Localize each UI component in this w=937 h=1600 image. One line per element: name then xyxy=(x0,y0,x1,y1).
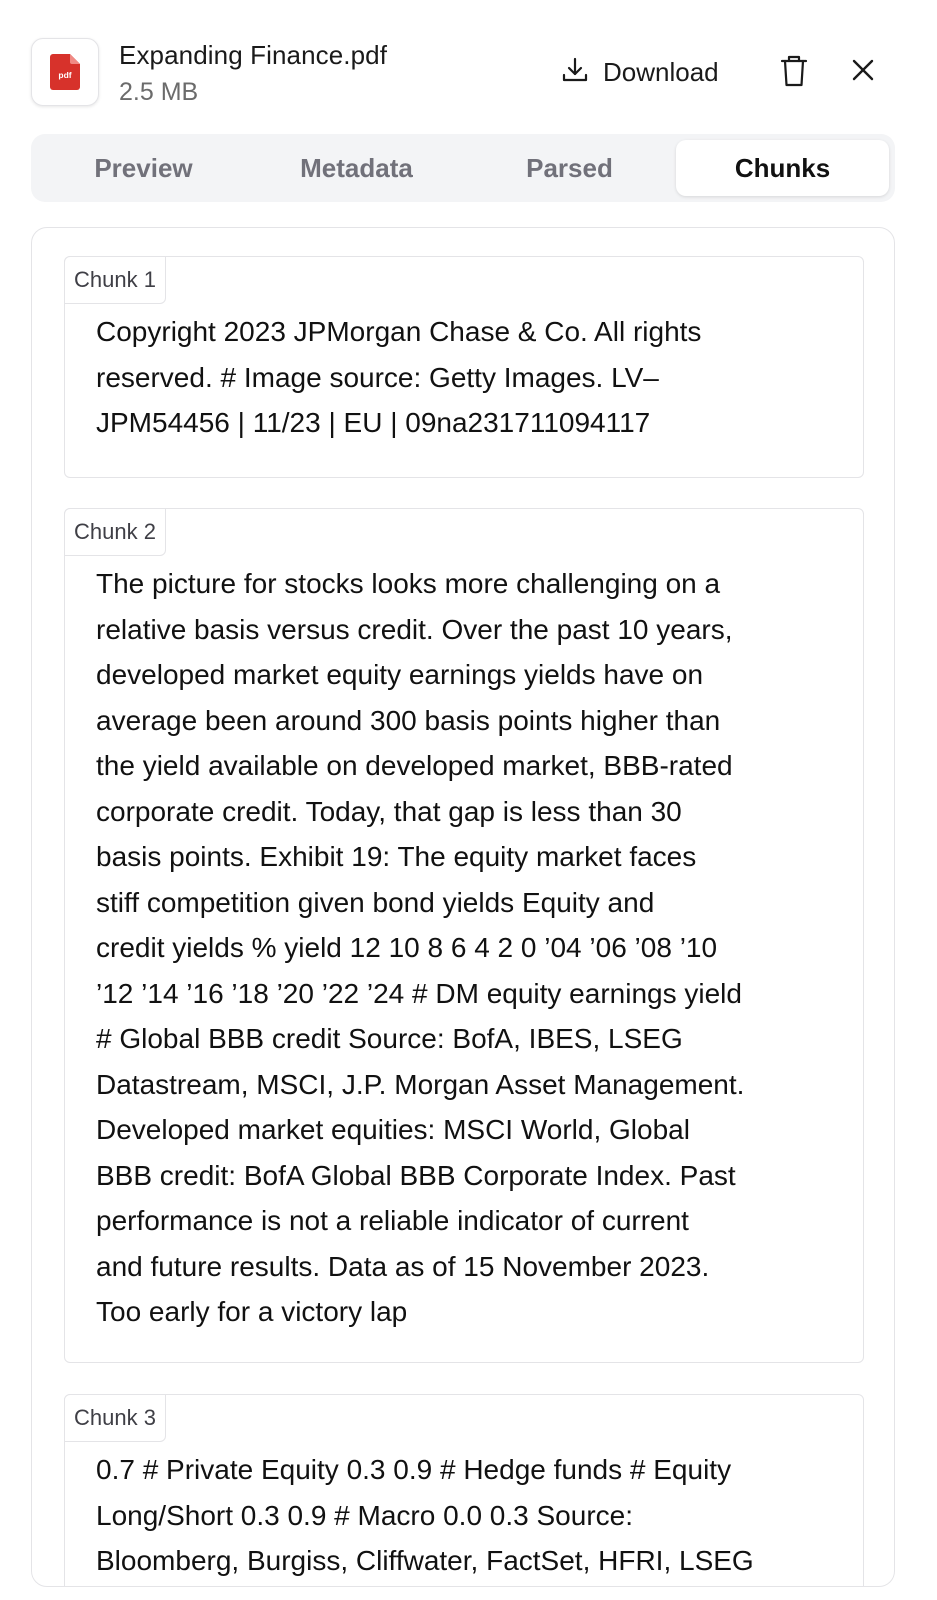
chunk-line: Developed market equities: MSCI World, Global xyxy=(96,1114,690,1145)
chunk-text xyxy=(96,1447,843,1584)
chunk-line: Too early for a victory lap xyxy=(96,1296,408,1327)
file-name: Expanding Finance.pdf xyxy=(119,40,388,70)
chunk-line: performance is not a reliable indicator of current xyxy=(96,1205,689,1236)
chunk-line: BBB credit: BofA Global BBB Corporate Index. Past xyxy=(96,1159,736,1191)
chunk-card xyxy=(64,256,864,478)
chunk-line: # Global BBB credit Source: BofA, IBES, LSEG xyxy=(96,1023,683,1054)
chunk-line: JPM54456 | 11/23 | EU | 09na231711094117 xyxy=(96,407,651,438)
chunk-line: ’12 ’14 ’16 ’18 ’20 ’22 ’24 # DM equity earnings yield xyxy=(96,977,742,1009)
chunk-card xyxy=(64,1394,864,1587)
chunk-line: basis points. Exhibit 19: The equity market faces xyxy=(96,841,697,872)
chunk-line: Long/Short 0.3 0.9 # Macro 0.0 0.3 Source: xyxy=(96,1499,634,1531)
download-button[interactable] xyxy=(561,52,719,92)
chunk-card xyxy=(64,508,864,1363)
chunk-line: Copyright 2023 JPMorgan Chase & Co. All rights xyxy=(96,316,702,347)
pdf-icon-text: pdf xyxy=(58,70,72,80)
close-icon xyxy=(849,71,877,88)
chunk-line: 0.7 # Private Equity 0.3 0.9 # Hedge funds # Equity xyxy=(96,1454,732,1485)
download-label: Download xyxy=(603,56,719,87)
chunk-text xyxy=(96,561,843,1335)
chunk-line: relative basis versus credit. Over the past 10 years, xyxy=(96,613,733,645)
tab-metadata[interactable]: Metadata xyxy=(300,152,413,183)
chunk-line: corporate credit. Today, that gap is less than 30 xyxy=(96,795,682,827)
chunks-panel[interactable] xyxy=(31,227,895,1587)
chunk-label: Chunk 3 xyxy=(64,1394,166,1442)
pdf-file-icon xyxy=(31,38,99,106)
chunk-label: Chunk 2 xyxy=(64,508,166,556)
chunk-text xyxy=(96,309,843,446)
chunk-line: Bloomberg, Burgiss, Cliffwater, FactSet, HFRI, LSEG xyxy=(96,1545,754,1576)
chunk-line: The picture for stocks looks more challenging on a xyxy=(96,568,721,599)
file-header xyxy=(31,38,901,108)
tab-chunks[interactable]: Chunks xyxy=(676,140,889,196)
chunk-line: and future results. Data as of 15 November 2023. xyxy=(96,1250,710,1282)
chunk-line: developed market equity earnings yields have on xyxy=(96,659,704,690)
trash-icon xyxy=(779,75,809,92)
close-button[interactable] xyxy=(849,56,879,86)
chunk-line: Datastream, MSCI, J.P. Morgan Asset Management. xyxy=(96,1068,745,1100)
file-size: 2.5 MB xyxy=(119,78,199,106)
chunk-line: average been around 300 basis points higher than xyxy=(96,704,721,736)
tab-parsed[interactable]: Parsed xyxy=(526,152,613,183)
chunk-line: stiff competition given bond yields Equity and xyxy=(96,886,655,918)
chunk-line: reserved. # Image source: Getty Images. LV– xyxy=(96,361,659,393)
chunk-line: the yield available on developed market, BBB-rated xyxy=(96,750,733,781)
chunk-line: credit yields % yield 12 10 8 6 4 2 0 ’04 ’06 ’08 ’10 xyxy=(96,932,718,963)
tab-preview[interactable]: Preview xyxy=(94,152,193,183)
download-icon xyxy=(561,56,589,89)
delete-button[interactable] xyxy=(779,54,811,90)
view-tabs xyxy=(31,134,895,202)
chunk-label: Chunk 1 xyxy=(64,256,166,304)
